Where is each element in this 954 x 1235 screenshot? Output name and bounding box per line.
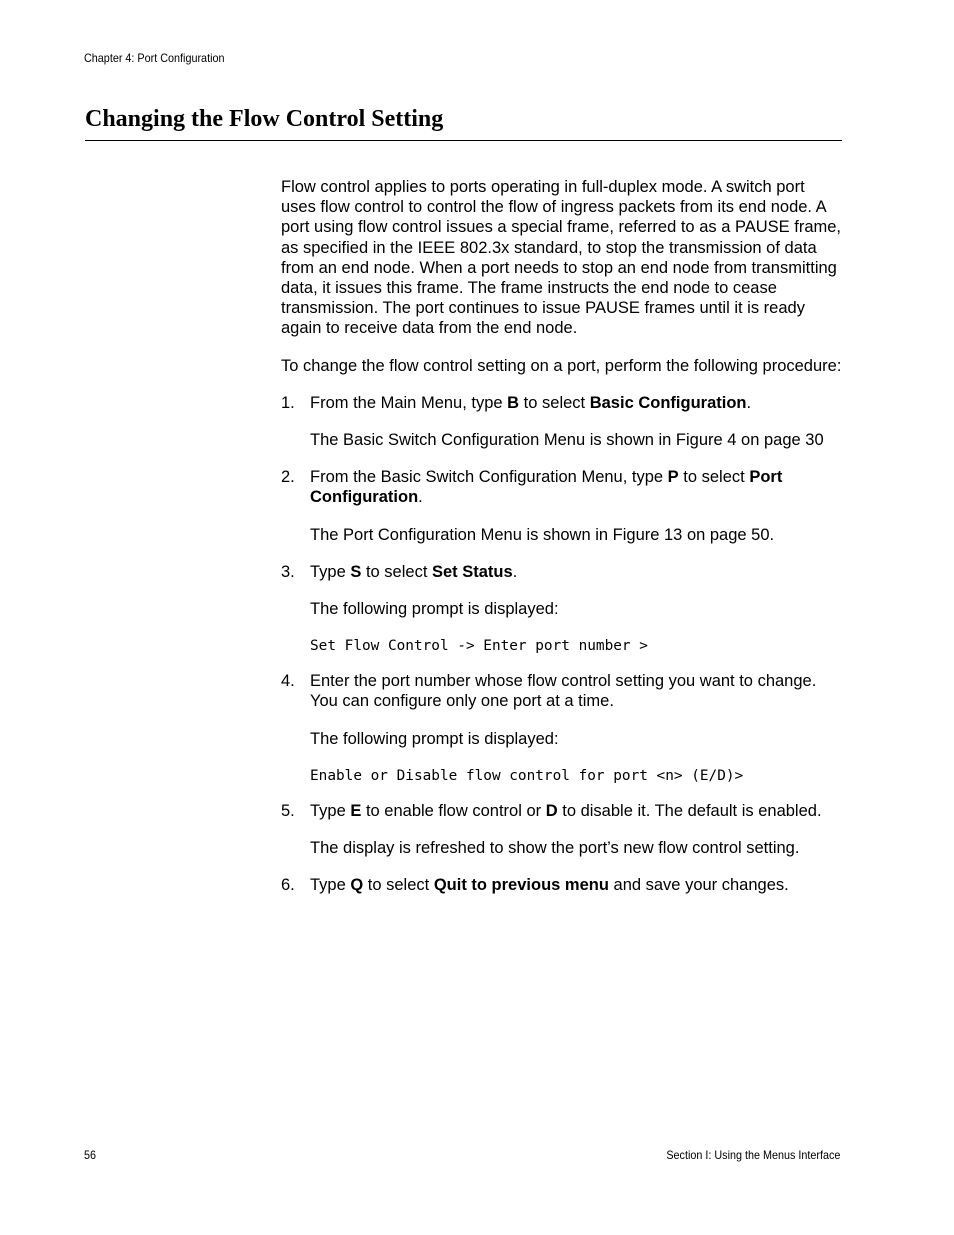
step-text-part: .	[512, 562, 518, 581]
running-header: Chapter 4: Port Configuration	[84, 51, 225, 65]
step-text-part: and save your changes.	[608, 876, 789, 895]
step-text-part: From the Main Menu, type	[310, 393, 508, 412]
intro-paragraph: Flow control applies to ports operating in full-duplex mode. A switch port uses flow control to control the flow of ingress packets from its end node. A port using flow control issues a special frame, referred to as a PAUSE frame, as specified in the IEEE 802.3x standard, to stop the transmission of data from an end node. When a port needs to stop an end node from transmitting data, it issues this frame. The frame instructs the end node to cease transmission. The port continues to issue PAUSE frames until it is ready again to receive data from the end node.	[281, 178, 842, 338]
step-instruction	[310, 801, 843, 821]
step-text-part: Type	[310, 876, 351, 895]
step-number: 3.	[281, 562, 295, 581]
step-menu-name: Quit to previous menu	[433, 876, 609, 895]
step-text-part: .	[746, 393, 752, 412]
step-note: The following prompt is displayed:	[310, 600, 559, 619]
prompt-code: Enable or Disable flow control for port <n> (E/D)>	[310, 767, 744, 784]
step-number: 1.	[281, 393, 295, 412]
step-3	[281, 562, 843, 582]
step-key: Q	[350, 876, 364, 895]
step-menu-name: Set Status	[432, 562, 513, 581]
step-instruction	[310, 467, 843, 507]
step-5	[281, 801, 843, 821]
step-key: P	[667, 468, 679, 487]
step-instruction	[310, 562, 843, 582]
step-text-part: Type	[310, 801, 351, 820]
step-text-part: to disable it. The default is enabled.	[557, 801, 822, 820]
step-key: S	[350, 562, 362, 581]
step-4	[281, 671, 843, 711]
step-note: The following prompt is displayed:	[310, 729, 559, 748]
step-text-part: to select	[678, 468, 750, 487]
step-menu-name: Port Configuration	[310, 468, 783, 507]
body-text	[281, 177, 843, 912]
step-number: 4.	[281, 672, 295, 691]
step-text-part: to enable flow control or	[361, 801, 546, 820]
step-instruction	[310, 393, 843, 413]
step-1	[281, 393, 843, 413]
step-number: 5.	[281, 801, 295, 820]
section-title: Changing the Flow Control Setting	[85, 106, 444, 132]
step-note: The Basic Switch Configuration Menu is shown in Figure 4 on page 30	[310, 431, 824, 450]
step-instruction	[310, 875, 843, 895]
step-6	[281, 875, 843, 895]
step-text-part: to select	[519, 393, 590, 412]
step-menu-name: Basic Configuration	[589, 393, 747, 412]
step-key: B	[507, 393, 520, 412]
step-key: E	[350, 801, 362, 820]
step-note: The Port Configuration Menu is shown in Figure 13 on page 50.	[310, 525, 775, 544]
procedure-lead: To change the flow control setting on a port, perform the following procedure:	[281, 356, 842, 375]
step-text-part: to select	[363, 876, 434, 895]
step-text-part: .	[418, 488, 423, 507]
title-rule	[85, 140, 842, 141]
page-number: 56	[84, 1148, 97, 1162]
step-text-part: Type	[310, 562, 351, 581]
section-footer: Section I: Using the Menus Interface	[665, 1148, 840, 1162]
step-number: 6.	[281, 876, 295, 895]
step-2	[281, 467, 843, 507]
prompt-code: Set Flow Control -> Enter port number >	[310, 638, 648, 655]
step-key: D	[545, 801, 558, 820]
step-number: 2.	[281, 468, 295, 487]
step-text-part: to select	[361, 562, 432, 581]
step-text-part: From the Basic Switch Configuration Menu, type	[310, 468, 668, 487]
step-note: The display is refreshed to show the port’s new flow control setting.	[310, 839, 800, 858]
step-instruction: Enter the port number whose flow control setting you want to change. You can configure only one port at a time.	[310, 672, 817, 711]
